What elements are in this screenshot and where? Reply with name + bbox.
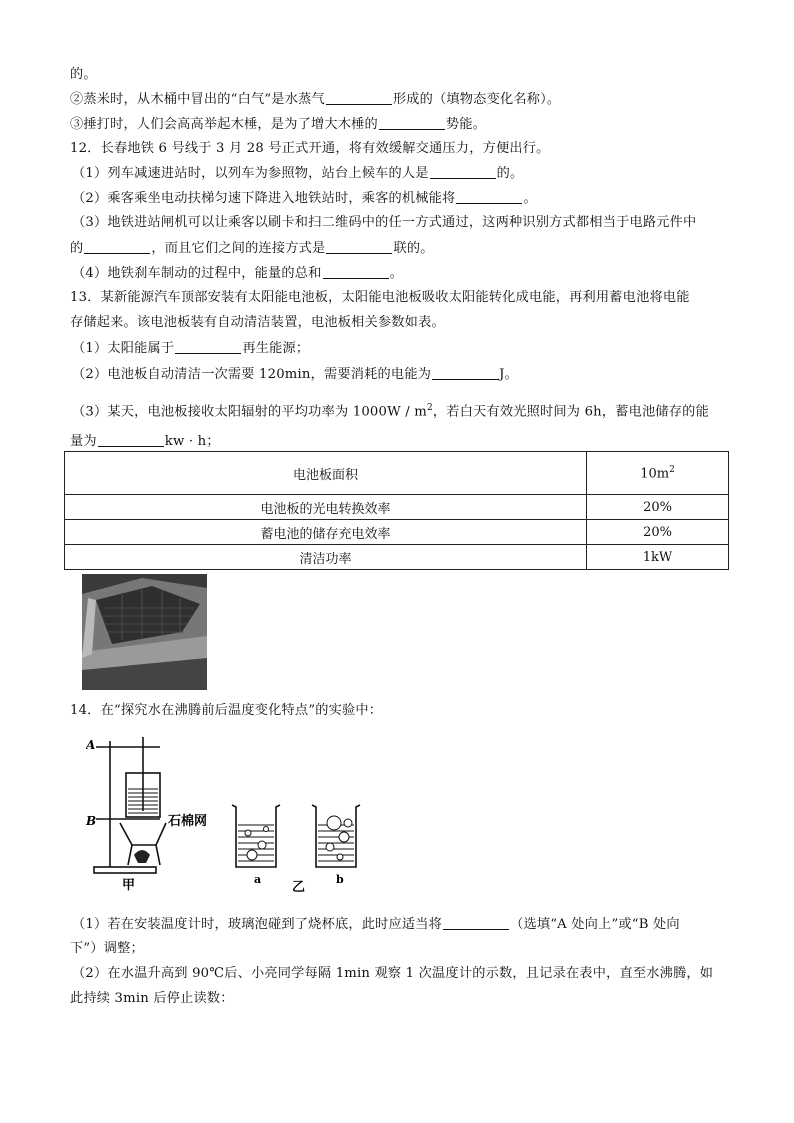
text-line (72, 399, 709, 421)
text: 形成的（填物态变化名称）。 (392, 92, 561, 107)
answer-blank[interactable] (326, 90, 392, 105)
text-line: 此持续 3min 后停止读数： (70, 991, 234, 1006)
text-line (72, 264, 403, 283)
text-line (72, 915, 680, 934)
text-line (70, 239, 434, 258)
text: 的 (70, 241, 84, 256)
table-cell: 电池板的光电转换效率 (65, 495, 587, 520)
text: ，若白天有效光照时间为 6h，蓄电池储存的能 (432, 404, 709, 420)
label-B: B (86, 814, 97, 828)
parameter-table (64, 451, 729, 570)
text-line (72, 365, 518, 384)
superscript: 2 (669, 464, 675, 475)
text-line: 的。 (70, 67, 97, 82)
text-line (72, 339, 309, 358)
answer-blank[interactable] (443, 915, 509, 930)
text: J。 (499, 367, 518, 382)
text: 势能。 (445, 117, 487, 132)
answer-blank[interactable] (84, 239, 150, 254)
text-line: （2）在水温升高到 90℃后、小亮同学每隔 1min 观察 1 次温度计的示数，且记录在表中，直至水沸腾，如 (72, 966, 714, 981)
question-12-title: 12．长春地铁 6 号线于 3 月 28 号正式开通，将有效缓解交通压力，方便出行。 (70, 141, 550, 156)
text-line (70, 432, 220, 451)
text: 10m (640, 466, 670, 482)
table-cell: 电池板面积 (65, 452, 587, 495)
text: （2）电池板自动清洁一次需要 120min，需要消耗的电能为 (72, 367, 432, 382)
answer-blank[interactable] (175, 339, 241, 354)
text: 量为 (70, 434, 97, 449)
text-line (70, 115, 486, 134)
table-cell: 清洁功率 (65, 545, 587, 570)
table-row (65, 495, 729, 520)
label-gauze: 石棉网 (168, 814, 208, 829)
label-yi: 乙 (292, 880, 306, 893)
text: （选填“A 处向上”或“B 处向 (510, 917, 680, 932)
table-row (65, 452, 729, 495)
text: 再生能源； (242, 341, 310, 356)
table-cell: 20% (587, 495, 729, 520)
label-A: A (86, 738, 96, 752)
table-cell: 蓄电池的储存充电效率 (65, 520, 587, 545)
text: 的。 (496, 166, 524, 181)
text: （1）太阳能属于 (72, 341, 175, 356)
answer-blank[interactable] (456, 189, 522, 204)
text: （4）地铁刹车制动的过程中，能量的总和 (72, 266, 322, 281)
text-line: 下”）调整； (70, 941, 144, 956)
label-b: b (336, 873, 344, 886)
text-line (72, 189, 537, 208)
table-cell (587, 452, 729, 495)
answer-blank[interactable] (430, 164, 496, 179)
text-line: （3）地铁进站闸机可以让乘客以刷卡和扫二维码中的任一方式通过，这两种识别方式都相当于电路元件中 (72, 215, 697, 230)
answer-blank[interactable] (432, 365, 498, 380)
text: 。 (523, 191, 537, 206)
experiment-figure (86, 733, 386, 897)
text: ，而且它们之间的连接方式是 (151, 241, 326, 256)
answer-blank[interactable] (323, 264, 389, 279)
answer-blank[interactable] (326, 239, 392, 254)
text: ③捶打时，人们会高高举起木棰，是为了增大木棰的 (70, 117, 378, 132)
text-line: 存储起来。该电池板装有自动清洁装置，电池板相关参数如表。 (70, 315, 445, 330)
text: 。 (389, 266, 403, 281)
text: （2）乘客乘坐电动扶梯匀速下降进入地铁站时，乘客的机械能将 (72, 191, 456, 206)
question-13-title: 13．某新能源汽车顶部安装有太阳能电池板，太阳能电池板吸收太阳能转化成电能，再利用蓄电池将电能 (70, 290, 690, 305)
superscript: 2 (426, 403, 433, 413)
table-row (65, 545, 729, 570)
label-jia: 甲 (122, 878, 136, 893)
question-14-title: 14．在“探究水在沸腾前后温度变化特点”的实验中： (70, 703, 383, 718)
text: （3）某天，电池板接收太阳辐射的平均功率为 1000W / m (72, 404, 427, 420)
text: ②蒸米时，从木桶中冒出的“白气”是水蒸气 (70, 92, 325, 107)
text: kw · h； (164, 434, 220, 449)
text: （1）列车减速进站时，以列车为参照物，站台上候车的人是 (72, 166, 429, 181)
solar-car-photo (82, 574, 207, 690)
answer-blank[interactable] (379, 115, 445, 130)
answer-blank[interactable] (98, 432, 164, 447)
table-row (65, 520, 729, 545)
text-line (72, 164, 523, 183)
text-line (70, 90, 560, 109)
text: 联的。 (393, 241, 434, 256)
table-cell: 1kW (587, 545, 729, 570)
label-a: a (254, 873, 262, 886)
text: （1）若在安装温度计时，玻璃泡碰到了烧杯底，此时应适当将 (72, 917, 443, 932)
table-cell: 20% (587, 520, 729, 545)
